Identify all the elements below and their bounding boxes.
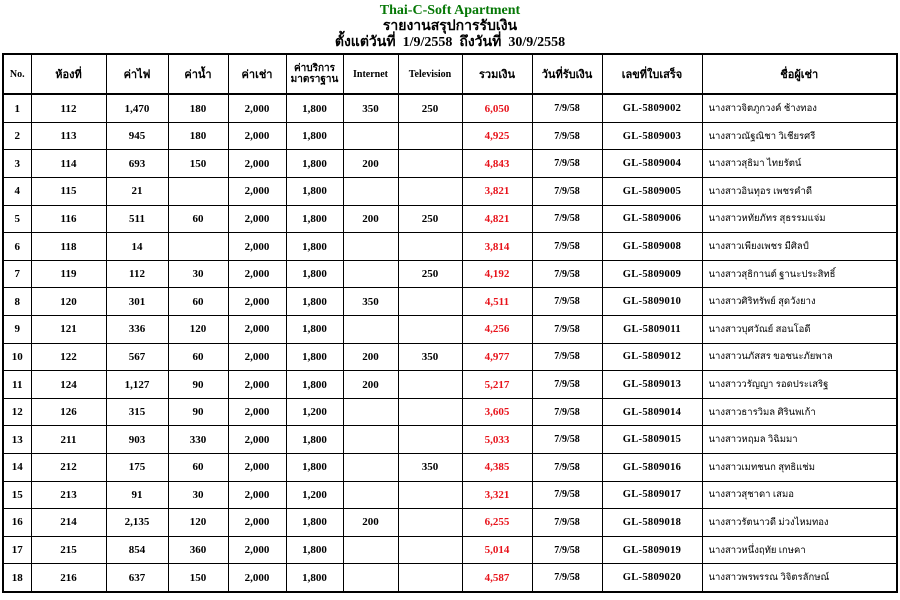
cell-total: 3,814 — [462, 233, 532, 261]
cell-receipt: GL-5809009 — [602, 260, 702, 288]
cell-rent: 2,000 — [228, 481, 286, 509]
cell-electric: 14 — [106, 233, 168, 261]
cell-water: 330 — [168, 426, 228, 454]
cell-internet — [343, 233, 398, 261]
cell-receipt: GL-5809019 — [602, 536, 702, 564]
cell-rent: 2,000 — [228, 398, 286, 426]
cell-rent: 2,000 — [228, 343, 286, 371]
cell-water — [168, 233, 228, 261]
table-row — [3, 564, 897, 592]
cell-no: 13 — [3, 426, 31, 454]
cell-tv — [398, 509, 462, 537]
cell-service: 1,800 — [286, 94, 343, 122]
cell-total: 4,256 — [462, 316, 532, 344]
cell-no: 4 — [3, 178, 31, 206]
cell-tenant: นางสาวอินทุอร เพชรคำดี — [702, 178, 897, 206]
cell-date: 7/9/58 — [532, 371, 602, 399]
cell-date: 7/9/58 — [532, 316, 602, 344]
cell-date: 7/9/58 — [532, 233, 602, 261]
col-header-electric: ค่าไฟ — [106, 54, 168, 94]
cell-service: 1,800 — [286, 536, 343, 564]
cell-water: 90 — [168, 398, 228, 426]
cell-internet: 200 — [343, 205, 398, 233]
cell-service: 1,800 — [286, 122, 343, 150]
cell-rent: 2,000 — [228, 122, 286, 150]
cell-rent: 2,000 — [228, 454, 286, 482]
cell-service: 1,800 — [286, 233, 343, 261]
cell-room: 216 — [31, 564, 106, 592]
cell-date: 7/9/58 — [532, 205, 602, 233]
report-title-block — [0, 3, 900, 51]
cell-rent: 2,000 — [228, 233, 286, 261]
cell-water: 120 — [168, 316, 228, 344]
cell-tv: 350 — [398, 343, 462, 371]
cell-service: 1,200 — [286, 481, 343, 509]
cell-tv — [398, 426, 462, 454]
cell-no: 6 — [3, 233, 31, 261]
cell-tenant: นางสาวเพียงเพชร มีศิลป์ — [702, 233, 897, 261]
cell-rent: 2,000 — [228, 316, 286, 344]
cell-receipt: GL-5809016 — [602, 454, 702, 482]
cell-tv — [398, 150, 462, 178]
cell-receipt: GL-5809002 — [602, 94, 702, 122]
col-header-rent: ค่าเช่า — [228, 54, 286, 94]
cell-room: 120 — [31, 288, 106, 316]
cell-tv — [398, 288, 462, 316]
cell-rent: 2,000 — [228, 536, 286, 564]
cell-receipt: GL-5809014 — [602, 398, 702, 426]
cell-date: 7/9/58 — [532, 426, 602, 454]
cell-receipt: GL-5809017 — [602, 481, 702, 509]
cell-total: 6,255 — [462, 509, 532, 537]
cell-water: 60 — [168, 454, 228, 482]
cell-water: 60 — [168, 205, 228, 233]
table-row — [3, 316, 897, 344]
cell-room: 114 — [31, 150, 106, 178]
cell-tv — [398, 536, 462, 564]
cell-date: 7/9/58 — [532, 260, 602, 288]
cell-receipt: GL-5809012 — [602, 343, 702, 371]
cell-no: 18 — [3, 564, 31, 592]
cell-service: 1,800 — [286, 150, 343, 178]
cell-room: 212 — [31, 454, 106, 482]
cell-internet — [343, 122, 398, 150]
col-header-no: No. — [3, 54, 31, 94]
cell-internet: 200 — [343, 150, 398, 178]
cell-service: 1,800 — [286, 260, 343, 288]
table-row — [3, 343, 897, 371]
report-date-range: ตั้งแต่วันที่ 1/9/2558 ถึงวันที่ 30/9/2558 — [334, 35, 566, 51]
cell-no: 7 — [3, 260, 31, 288]
cell-no: 16 — [3, 509, 31, 537]
cell-receipt: GL-5809018 — [602, 509, 702, 537]
table-row — [3, 481, 897, 509]
cell-internet — [343, 398, 398, 426]
cell-water — [168, 178, 228, 206]
cell-electric: 1,470 — [106, 94, 168, 122]
cell-internet — [343, 564, 398, 592]
cell-electric: 1,127 — [106, 371, 168, 399]
cell-total: 5,033 — [462, 426, 532, 454]
cell-rent: 2,000 — [228, 150, 286, 178]
cell-total: 4,925 — [462, 122, 532, 150]
cell-receipt: GL-5809020 — [602, 564, 702, 592]
col-header-total: รวมเงิน — [462, 54, 532, 94]
cell-total: 4,385 — [462, 454, 532, 482]
cell-tv — [398, 316, 462, 344]
cell-tenant: นางสาวบุศวัณย์ สอนโอดี — [702, 316, 897, 344]
cell-room: 122 — [31, 343, 106, 371]
cell-tenant: นางสาวณัฐณิชา วิเชียรศรี — [702, 122, 897, 150]
table-row — [3, 260, 897, 288]
cell-total: 4,977 — [462, 343, 532, 371]
cell-total: 4,821 — [462, 205, 532, 233]
cell-room: 115 — [31, 178, 106, 206]
cell-electric: 301 — [106, 288, 168, 316]
cell-water: 30 — [168, 481, 228, 509]
cell-tenant: นางสาวสุธิมา ไทยรัตน์ — [702, 150, 897, 178]
cell-water: 180 — [168, 94, 228, 122]
cell-internet — [343, 260, 398, 288]
table-row — [3, 536, 897, 564]
cell-room: 213 — [31, 481, 106, 509]
cell-no: 11 — [3, 371, 31, 399]
cell-no: 5 — [3, 205, 31, 233]
cell-total: 5,014 — [462, 536, 532, 564]
cell-total: 4,587 — [462, 564, 532, 592]
cell-receipt: GL-5809013 — [602, 371, 702, 399]
col-header-date-received: วันที่รับเงิน — [532, 54, 602, 94]
col-header-room: ห้องที่ — [31, 54, 106, 94]
cell-tenant: นางสาวรัตนาวดี ม่วงไหมทอง — [702, 509, 897, 537]
cell-room: 121 — [31, 316, 106, 344]
table-body — [3, 94, 897, 592]
cell-no: 10 — [3, 343, 31, 371]
cell-tenant: นางสาวสุธิกานต์ ฐานะประสิทธิ์ — [702, 260, 897, 288]
cell-rent: 2,000 — [228, 178, 286, 206]
cell-no: 12 — [3, 398, 31, 426]
cell-electric: 91 — [106, 481, 168, 509]
cell-internet — [343, 481, 398, 509]
col-header-internet: Internet — [343, 54, 398, 94]
table-row — [3, 288, 897, 316]
cell-water: 360 — [168, 536, 228, 564]
cell-tv — [398, 398, 462, 426]
cell-tv — [398, 481, 462, 509]
table-row — [3, 94, 897, 122]
cell-water: 150 — [168, 564, 228, 592]
report-subtitle: รายงานสรุปการรับเงิน — [382, 19, 518, 35]
cell-receipt: GL-5809008 — [602, 233, 702, 261]
cell-tenant: นางสาวหฤมล วิฉิมมา — [702, 426, 897, 454]
cell-tv — [398, 371, 462, 399]
table-row — [3, 178, 897, 206]
cell-service: 1,800 — [286, 371, 343, 399]
cell-room: 118 — [31, 233, 106, 261]
table-row — [3, 454, 897, 482]
cell-room: 215 — [31, 536, 106, 564]
cell-internet: 350 — [343, 94, 398, 122]
cell-internet: 200 — [343, 343, 398, 371]
cell-room: 119 — [31, 260, 106, 288]
table-row — [3, 150, 897, 178]
cell-date: 7/9/58 — [532, 481, 602, 509]
cell-room: 113 — [31, 122, 106, 150]
cell-water: 150 — [168, 150, 228, 178]
cell-rent: 2,000 — [228, 371, 286, 399]
cell-tenant: นางสาวหทัยภัทร สุธรรมแจ่ม — [702, 205, 897, 233]
cell-date: 7/9/58 — [532, 150, 602, 178]
cell-no: 1 — [3, 94, 31, 122]
cell-receipt: GL-5809015 — [602, 426, 702, 454]
cell-tenant: นางสาวจิตภูกวงค์ ช้างทอง — [702, 94, 897, 122]
cell-no: 14 — [3, 454, 31, 482]
cell-no: 15 — [3, 481, 31, 509]
cell-total: 4,192 — [462, 260, 532, 288]
cell-rent: 2,000 — [228, 509, 286, 537]
cell-water: 180 — [168, 122, 228, 150]
cell-service: 1,800 — [286, 178, 343, 206]
cell-internet — [343, 454, 398, 482]
cell-water: 60 — [168, 343, 228, 371]
table-row — [3, 122, 897, 150]
cell-electric: 2,135 — [106, 509, 168, 537]
cell-date: 7/9/58 — [532, 288, 602, 316]
cell-service: 1,800 — [286, 426, 343, 454]
cell-tv — [398, 233, 462, 261]
cell-service: 1,800 — [286, 564, 343, 592]
table-row — [3, 509, 897, 537]
cell-electric: 637 — [106, 564, 168, 592]
cell-room: 124 — [31, 371, 106, 399]
cell-room: 211 — [31, 426, 106, 454]
cell-tenant: นางสาวศิริทรัพย์ สุดวังยาง — [702, 288, 897, 316]
table-row — [3, 371, 897, 399]
cell-electric: 21 — [106, 178, 168, 206]
cell-tv: 250 — [398, 260, 462, 288]
cell-room: 214 — [31, 509, 106, 537]
cell-electric: 903 — [106, 426, 168, 454]
col-header-tenant-name: ชื่อผู้เช่า — [702, 54, 897, 94]
cell-water: 120 — [168, 509, 228, 537]
cell-electric: 336 — [106, 316, 168, 344]
cell-rent: 2,000 — [228, 94, 286, 122]
cell-no: 8 — [3, 288, 31, 316]
cell-rent: 2,000 — [228, 426, 286, 454]
cell-date: 7/9/58 — [532, 509, 602, 537]
cell-internet: 200 — [343, 371, 398, 399]
cell-tv: 250 — [398, 205, 462, 233]
col-header-receipt-no: เลขที่ใบเสร็จ — [602, 54, 702, 94]
cell-electric: 693 — [106, 150, 168, 178]
cell-tenant: นางสาวพรพรรณ วิจิตรลักษณ์ — [702, 564, 897, 592]
cell-internet — [343, 536, 398, 564]
cell-date: 7/9/58 — [532, 122, 602, 150]
cell-room: 112 — [31, 94, 106, 122]
table-row — [3, 398, 897, 426]
cell-water: 60 — [168, 288, 228, 316]
cell-room: 126 — [31, 398, 106, 426]
cell-total: 5,217 — [462, 371, 532, 399]
cell-electric: 567 — [106, 343, 168, 371]
cell-date: 7/9/58 — [532, 178, 602, 206]
cell-service: 1,800 — [286, 509, 343, 537]
col-header-service — [286, 54, 343, 94]
cell-no: 2 — [3, 122, 31, 150]
cell-rent: 2,000 — [228, 260, 286, 288]
cell-total: 3,605 — [462, 398, 532, 426]
cell-date: 7/9/58 — [532, 398, 602, 426]
cell-tenant: นางสาวธารวิมล ศิรินพเก้า — [702, 398, 897, 426]
cell-service: 1,800 — [286, 343, 343, 371]
col-header-service-line1: ค่าบริการ — [293, 62, 336, 74]
cell-total: 3,321 — [462, 481, 532, 509]
cell-service: 1,800 — [286, 454, 343, 482]
cell-electric: 175 — [106, 454, 168, 482]
cell-tenant: นางสาวหนึ่งฤทัย เกษคา — [702, 536, 897, 564]
table-header-row — [3, 54, 897, 94]
cell-service: 1,800 — [286, 316, 343, 344]
cell-total: 4,843 — [462, 150, 532, 178]
cell-internet: 350 — [343, 288, 398, 316]
cell-receipt: GL-5809004 — [602, 150, 702, 178]
cell-room: 116 — [31, 205, 106, 233]
cell-date: 7/9/58 — [532, 564, 602, 592]
cell-tenant: นางสาววรัญญา รอดประเสริฐ — [702, 371, 897, 399]
cell-rent: 2,000 — [228, 205, 286, 233]
cell-date: 7/9/58 — [532, 454, 602, 482]
cell-tv: 350 — [398, 454, 462, 482]
cell-service: 1,800 — [286, 205, 343, 233]
cell-date: 7/9/58 — [532, 536, 602, 564]
cell-electric: 854 — [106, 536, 168, 564]
col-header-water: ค่าน้ำ — [168, 54, 228, 94]
cell-total: 3,821 — [462, 178, 532, 206]
cell-receipt: GL-5809003 — [602, 122, 702, 150]
cell-internet — [343, 178, 398, 206]
cell-electric: 945 — [106, 122, 168, 150]
cell-receipt: GL-5809005 — [602, 178, 702, 206]
cell-service: 1,800 — [286, 288, 343, 316]
col-header-service-line2: มาตราฐาน — [290, 74, 339, 86]
payment-summary-table — [2, 53, 898, 593]
cell-tv — [398, 178, 462, 206]
cell-electric: 112 — [106, 260, 168, 288]
col-header-television: Television — [398, 54, 462, 94]
cell-date: 7/9/58 — [532, 94, 602, 122]
cell-rent: 2,000 — [228, 564, 286, 592]
cell-receipt: GL-5809010 — [602, 288, 702, 316]
cell-date: 7/9/58 — [532, 343, 602, 371]
cell-no: 3 — [3, 150, 31, 178]
cell-tenant: นางสาวสุชาดา เสมอ — [702, 481, 897, 509]
cell-receipt: GL-5809011 — [602, 316, 702, 344]
cell-water: 30 — [168, 260, 228, 288]
table-row — [3, 205, 897, 233]
cell-tenant: นางสาวนภัสสร ขอชนะภัยพาล — [702, 343, 897, 371]
cell-receipt: GL-5809006 — [602, 205, 702, 233]
cell-rent: 2,000 — [228, 288, 286, 316]
cell-tv: 250 — [398, 94, 462, 122]
cell-tv — [398, 564, 462, 592]
cell-tenant: นางสาวเมทชนก สุทธิแช่ม — [702, 454, 897, 482]
cell-total: 6,050 — [462, 94, 532, 122]
cell-internet — [343, 316, 398, 344]
cell-internet — [343, 426, 398, 454]
table-row — [3, 233, 897, 261]
cell-service: 1,200 — [286, 398, 343, 426]
cell-tv — [398, 122, 462, 150]
cell-total: 4,511 — [462, 288, 532, 316]
cell-electric: 315 — [106, 398, 168, 426]
cell-internet: 200 — [343, 509, 398, 537]
cell-no: 17 — [3, 536, 31, 564]
table-row — [3, 426, 897, 454]
apartment-title: Thai-C-Soft Apartment — [379, 3, 521, 18]
cell-electric: 511 — [106, 205, 168, 233]
cell-no: 9 — [3, 316, 31, 344]
cell-water: 90 — [168, 371, 228, 399]
